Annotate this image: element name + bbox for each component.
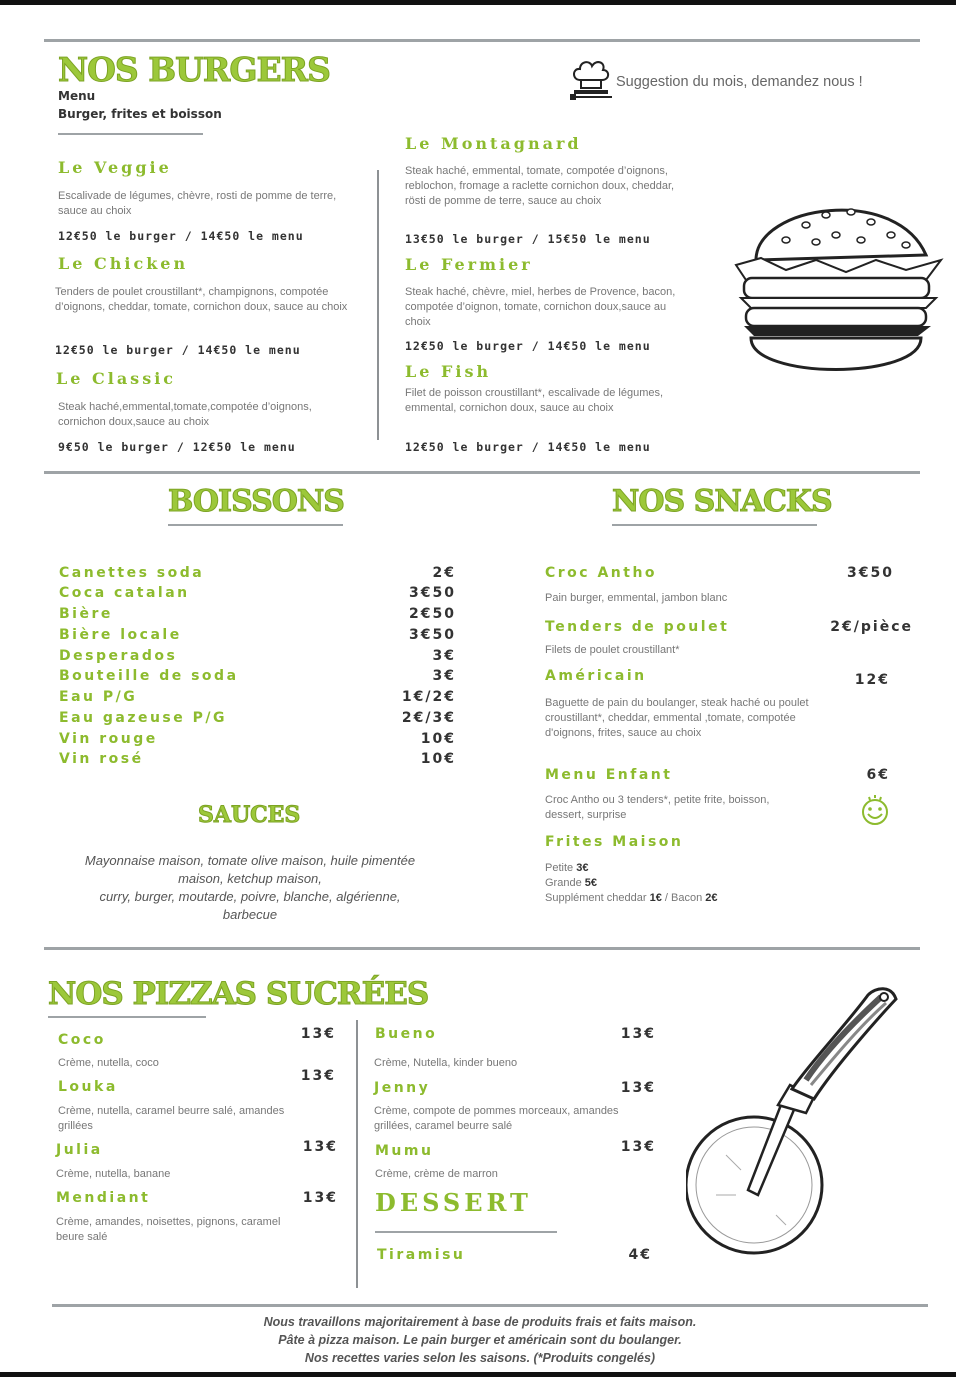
snack-price: 6€ — [866, 767, 890, 783]
burger-desc: Tenders de poulet croustillant*, champignons, compotée d’oignons, cheddar, tomate, cornichon doux, sauce au choix — [55, 286, 348, 313]
pizza-desc: Crème, nutella, banane — [56, 1168, 171, 1180]
sauces-line: Mayonnaise maison, tomate olive maison, huile pimentée — [84, 853, 416, 868]
drink-name: Eau P/G — [59, 689, 138, 705]
frites-name: Frites Maison — [545, 834, 684, 850]
burger-illustration — [726, 180, 946, 380]
drink-name: Desperados — [59, 648, 178, 664]
burger-desc: Steak haché, chèvre, miel, herbes de Provence, bacon, compotée d’oignon, tomate, cornichon doux,sauce au choix — [405, 286, 676, 328]
drink-price: 2€ — [432, 565, 456, 581]
frites-petite-label: Petite — [545, 862, 574, 874]
chef-hat-icon — [568, 58, 614, 102]
drink-name: Bière locale — [59, 627, 182, 643]
frites-grande-price: 5€ — [584, 877, 598, 889]
pizza-desc: Crème, nutella, caramel beurre salé, amandes grillées — [58, 1105, 285, 1132]
burger-name: Le Chicken — [58, 254, 189, 273]
burger-name: Le Classic — [56, 369, 177, 388]
snack-name: Américain — [545, 668, 647, 684]
drink-price: 10€ — [420, 751, 456, 767]
pizza-desc: Crème, nutella, coco — [58, 1057, 159, 1069]
snacks-underline — [612, 524, 817, 526]
pizza-price: 13€ — [302, 1190, 338, 1206]
sauces-line: barbecue — [222, 907, 278, 922]
drink-price: 3€50 — [409, 585, 456, 601]
burgers-title: NOS BURGERS — [58, 50, 330, 89]
snack-price: 3€50 — [847, 565, 894, 581]
pizza-desc: Crème, compote de pommes morceaux, amandes grillées, caramel beurre salé — [374, 1105, 619, 1132]
pizzas-title: NOS PIZZAS SUCRÉES — [48, 976, 429, 1012]
snack-price: 12€ — [854, 672, 890, 688]
pizza-price: 13€ — [620, 1139, 656, 1155]
pizza-name: Jenny — [374, 1080, 431, 1096]
burger-price: 13€50 le burger / 15€50 le menu — [405, 232, 651, 246]
sauces-title: SAUCES — [198, 802, 301, 828]
snack-desc: Pain burger, emmental, jambon blanc — [545, 592, 728, 604]
pizza-name: Louka — [58, 1079, 118, 1095]
burger-price: 12€50 le burger / 14€50 le menu — [405, 440, 651, 454]
dessert-price: 4€ — [628, 1247, 652, 1263]
drink-price: 2€50 — [409, 606, 456, 622]
pizza-price: 13€ — [620, 1080, 656, 1096]
drink-price: 3€50 — [409, 627, 456, 643]
frites-petite-price: 3€ — [576, 862, 589, 874]
sauces-text — [40, 852, 460, 924]
drink-price: 3€ — [432, 668, 456, 684]
snack-desc: Baguette de pain du boulanger, steak haché ou poulet croustillant*, cheddar, emmental ,tomate, compotée d'oignons, frites, sauce au choix — [545, 697, 809, 739]
pizza-name: Mendiant — [56, 1190, 151, 1206]
pizza-name: Coco — [58, 1032, 106, 1048]
top-rule — [44, 39, 920, 42]
section-rule — [44, 947, 920, 950]
dessert-underline — [375, 1231, 557, 1233]
footer-rule — [52, 1304, 928, 1307]
dessert-title: DESSERT — [375, 1188, 532, 1217]
burger-price: 12€50 le burger / 14€50 le menu — [405, 339, 651, 353]
pizza-price: 13€ — [300, 1026, 336, 1042]
footer-line: Nous travaillons majoritairement à base de produits frais et faits maison. — [263, 1315, 697, 1329]
supp-cheddar-price: 1€ — [649, 892, 662, 904]
drink-price: 10€ — [420, 731, 456, 747]
burger-name: Le Veggie — [58, 158, 172, 177]
pizza-desc: Crème, Nutella, kinder bueno — [374, 1057, 518, 1069]
burgers-underline — [58, 133, 203, 135]
snack-desc: Filets de poulet croustillant* — [545, 644, 680, 656]
menu-label: Menu — [58, 89, 96, 103]
footer-line: Pâte à pizza maison. Le pain burger et américain sont du boulanger. — [278, 1333, 682, 1347]
burger-price: 12€50 le burger / 14€50 le menu — [55, 343, 301, 357]
pizza-desc: Crème, amandes, noisettes, pignons, caramel beure salé — [56, 1216, 281, 1243]
pizza-price: 13€ — [302, 1139, 338, 1155]
burger-desc: Steak haché,emmental,tomate,compotée d’oignons, cornichon doux,sauce au choix — [58, 401, 312, 428]
burger-name: Le Montagnard — [405, 134, 582, 153]
burger-desc: Filet de poisson croustillant*, escalivade de légumes, emmental, cornichon doux, sauce au choix — [405, 387, 664, 414]
pizza-price: 13€ — [620, 1026, 656, 1042]
bottom-border — [0, 1372, 956, 1377]
drink-name: Vin rouge — [59, 731, 158, 747]
drink-price: 2€/3€ — [401, 710, 456, 726]
smiley-icon — [858, 793, 892, 827]
snack-name: Tenders de poulet — [545, 619, 730, 635]
snack-name: Croc Antho — [545, 565, 658, 581]
drink-name: Coca catalan — [59, 585, 190, 601]
burger-desc: Escalivade de légumes, chèvre, rosti de pomme de terre, sauce au choix — [58, 190, 337, 217]
burger-name: Le Fish — [405, 362, 492, 381]
pizza-name: Mumu — [375, 1143, 434, 1159]
supp-bacon-price: 2€ — [705, 892, 718, 904]
top-border — [0, 0, 956, 5]
burger-price: 9€50 le burger / 12€50 le menu — [58, 440, 296, 454]
boissons-title: BOISSONS — [168, 484, 344, 519]
snacks-title: NOS SNACKS — [612, 484, 832, 519]
snack-desc: Croc Antho ou 3 tenders*, petite frite, boisson, dessert, surprise — [545, 794, 770, 821]
sauces-line: maison, ketchup maison, — [178, 871, 322, 886]
frites-grande-label: Grande — [545, 877, 582, 889]
pizza-name: Bueno — [375, 1026, 438, 1042]
menu-sub: Burger, frites et boisson — [58, 107, 222, 121]
suggestion-text: Suggestion du mois, demandez nous ! — [616, 74, 863, 90]
boissons-underline — [168, 524, 343, 526]
drink-name: Bière — [59, 606, 113, 622]
footer-line: Nos recettes varies selon les saisons. (*Produits congelés) — [304, 1351, 656, 1365]
pizza-cutter-illustration — [686, 985, 901, 1280]
supp-label: Supplément cheddar — [545, 892, 647, 904]
drink-price: 3€ — [432, 648, 456, 664]
snack-price: 2€/pièce — [830, 619, 913, 635]
pizzas-divider — [356, 1020, 358, 1288]
dessert-name: Tiramisu — [377, 1247, 466, 1263]
pizza-desc: Crème, crème de marron — [375, 1168, 498, 1180]
pizzas-underline — [48, 1016, 206, 1018]
pizza-name: Julia — [56, 1142, 103, 1158]
burger-desc: Steak haché, emmental, tomate, compotée d’oignons, reblochon, fromage a raclette cornichon doux, cheddar, rösti de pomme de terre, sauce au choix — [405, 165, 675, 207]
sauces-line: curry, burger, moutarde, poivre, blanche, algérienne, — [99, 889, 401, 904]
section-rule — [44, 471, 920, 474]
supp-sep: / Bacon — [664, 892, 703, 904]
burgers-divider — [377, 170, 379, 440]
footer-text — [80, 1313, 880, 1367]
drink-name: Bouteille de soda — [59, 668, 239, 684]
drink-price: 1€/2€ — [401, 689, 456, 705]
snack-name: Menu Enfant — [545, 767, 673, 783]
drink-name: Canettes soda — [59, 565, 205, 581]
drink-name: Vin rosé — [59, 751, 144, 767]
drink-name: Eau gazeuse P/G — [59, 710, 227, 726]
burger-price: 12€50 le burger / 14€50 le menu — [58, 229, 304, 243]
pizza-price: 13€ — [300, 1068, 336, 1084]
burger-name: Le Fermier — [405, 255, 533, 274]
frites-details — [545, 861, 845, 906]
